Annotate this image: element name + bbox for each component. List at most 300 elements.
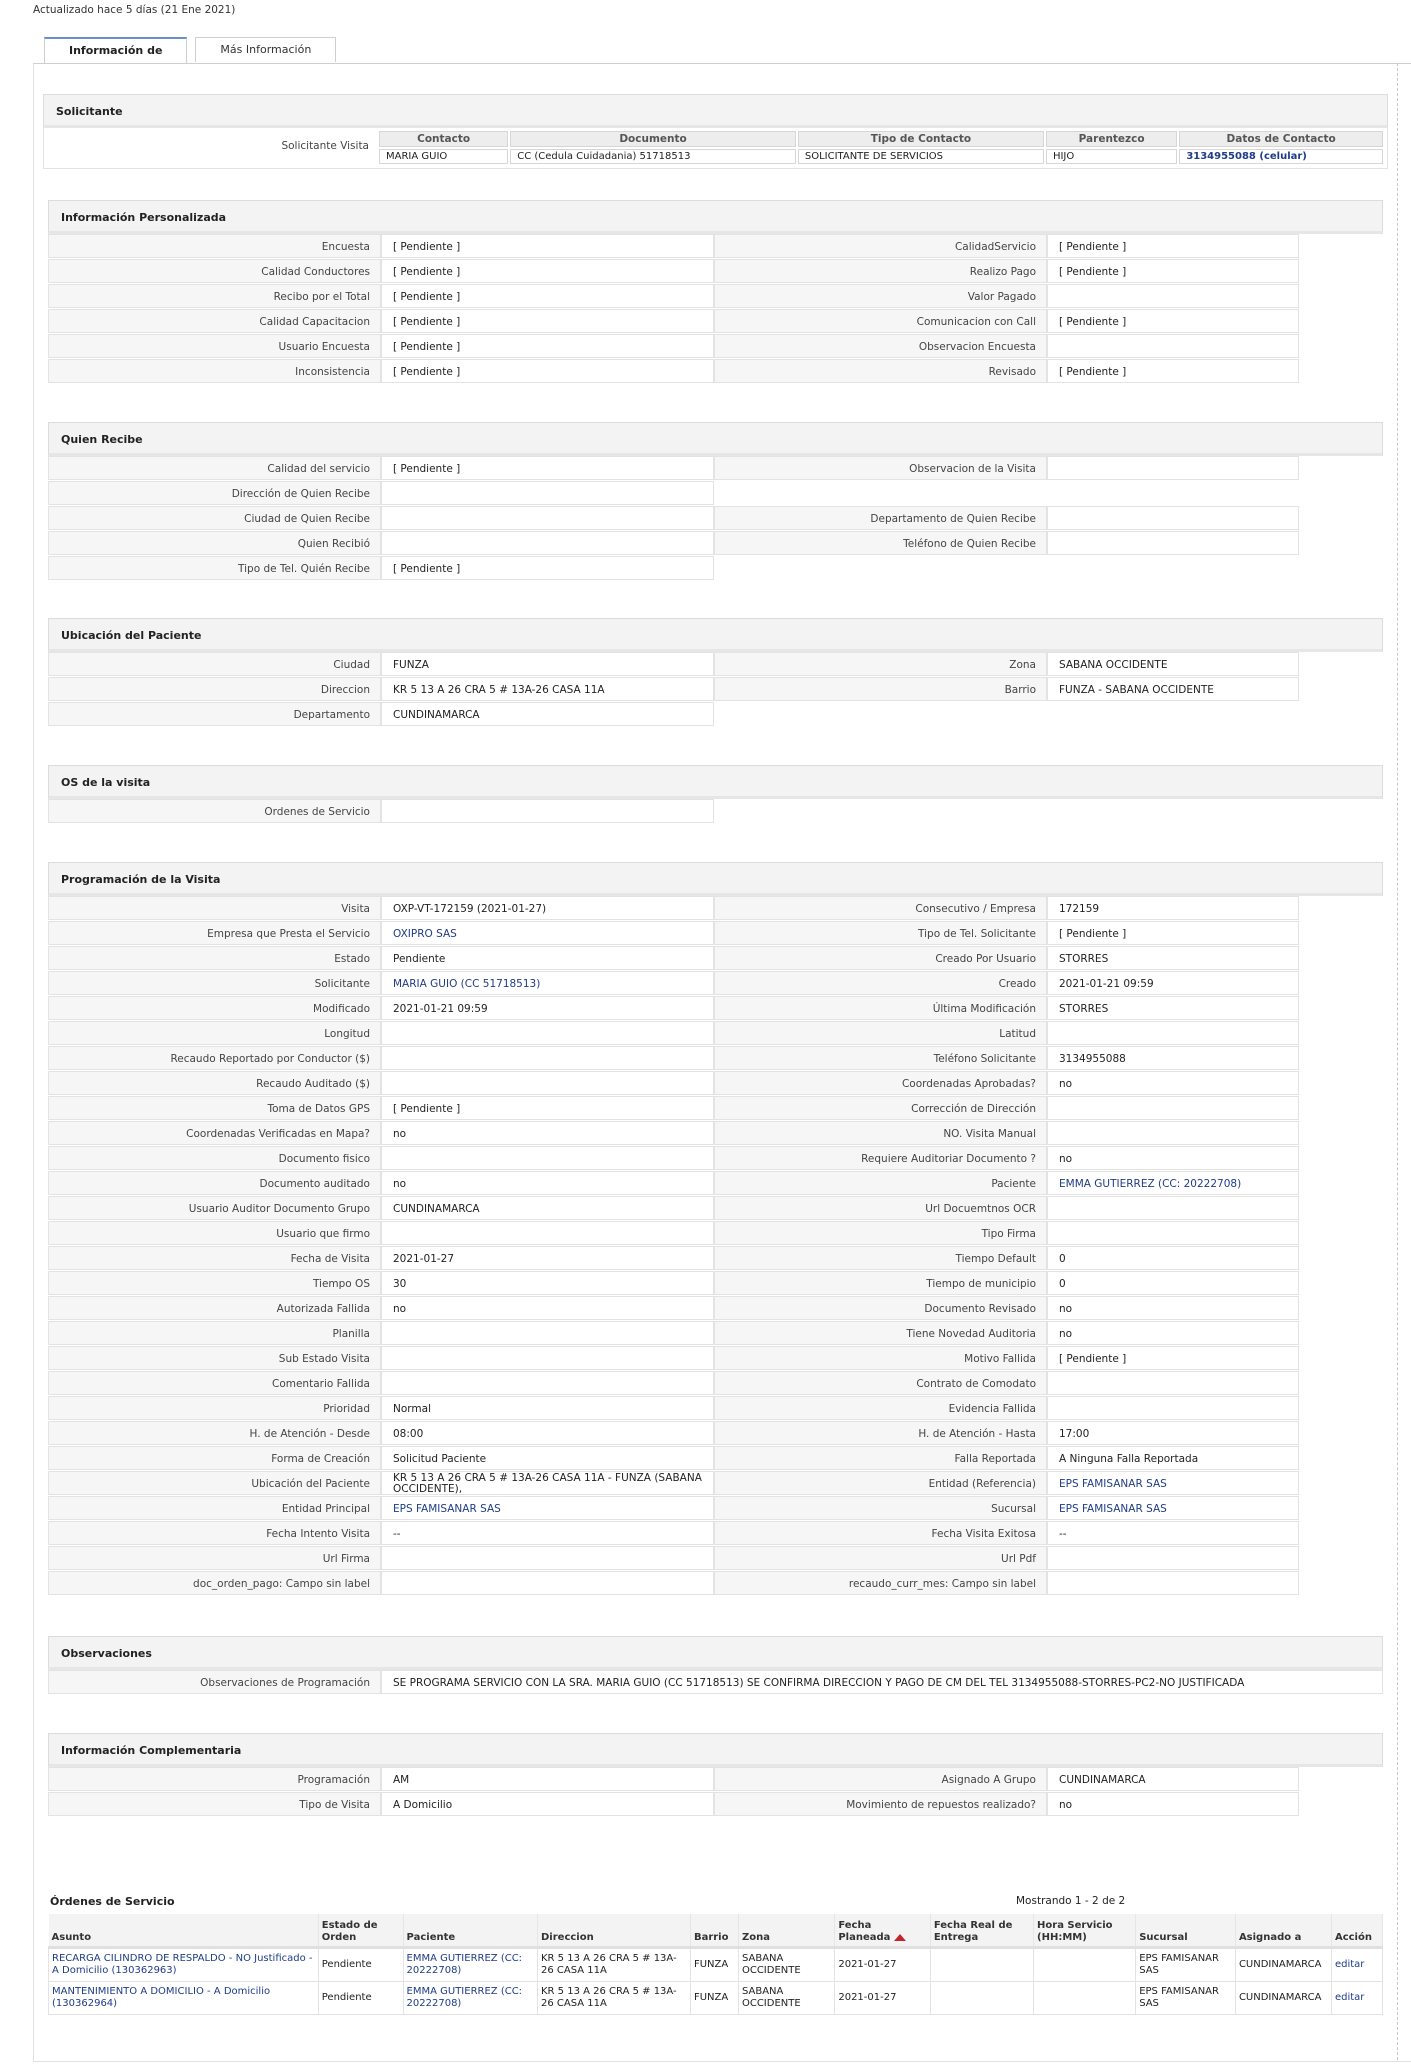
field-value-movimiento-de-repuestos-realizado: no [1047,1792,1299,1816]
field-label: Usuario Auditor Documento Grupo [48,1196,381,1220]
field-label: Valor Pagado [714,284,1047,308]
field-label: Url Pdf [714,1546,1047,1570]
field-label: Documento fisico [48,1146,381,1170]
field-value-modificado: 2021-01-21 09:59 [381,996,714,1020]
editar-link[interactable]: editar [1331,1982,1382,2015]
field-row [48,1767,1383,1792]
col-header-label: Acción [1334,1932,1372,1943]
field-label: Tiempo de municipio [714,1271,1047,1295]
ordenes-table [48,1914,1383,2015]
field-label: Ordenes de Servicio [48,799,381,823]
field-label: Planilla [48,1321,381,1345]
field-label: Documento Revisado [714,1296,1047,1320]
ordenes-title: Órdenes de Servicio [50,1895,175,1908]
field-label: Sucursal [714,1496,1047,1520]
field-value-planilla [381,1321,714,1345]
field-row [48,506,1383,531]
field-label: Comunicacion con Call [714,309,1047,333]
field-value-recibo-por-el-total: [ Pendiente ] [381,284,714,308]
col-header-label: Sucursal [1139,1932,1188,1943]
field-value-ordenes-de-servicio [381,799,714,823]
panel-divider [1397,63,1398,2060]
section-quien-recibe [48,422,1383,581]
col-header: Datos de Contacto [1179,131,1383,147]
field-value-falla-reportada: A Ninguna Falla Reportada [1047,1446,1299,1470]
field-label: Creado [714,971,1047,995]
col-header-label: Hora Servicio (HH:MM) [1037,1920,1113,1943]
field-row [48,1421,1383,1446]
asunto-link[interactable]: MANTENIMIENTO A DOMICILIO - A Domicilio (130362964) [49,1982,319,2015]
col-header-barrio [690,1914,738,1948]
col-header: Documento [510,131,796,147]
field-label: Observacion de la Visita [714,456,1047,480]
field-value-zona: SABANA OCCIDENTE [1047,652,1299,676]
field-label: Direccion [48,677,381,701]
field-label: Ubicación del Paciente [48,1471,381,1495]
field-label: Recaudo Reportado por Conductor ($) [48,1046,381,1070]
field-label: Tipo de Tel. Quién Recibe [48,556,381,580]
field-value-tiempo-de-municipio: 0 [1047,1271,1299,1295]
table-cell: EPS FAMISANAR SAS [1136,1982,1236,2015]
field-value-calidad-conductores: [ Pendiente ] [381,259,714,283]
contact-data: 3134955088 (celular) [1179,149,1383,164]
section-title: OS de la visita [48,765,1383,799]
field-row [48,652,1383,677]
field-value-telefono-de-quien-recibe [1047,531,1299,555]
field-label: Longitud [48,1021,381,1045]
tab-informacion[interactable]: Información de [44,37,187,64]
field-value-asignado-a-grupo: CUNDINAMARCA [1047,1767,1299,1791]
empty-cell [714,481,1047,505]
field-label: Teléfono Solicitante [714,1046,1047,1070]
field-label: Estado [48,946,381,970]
section-complementaria [48,1733,1383,1817]
contact-relation: HIJO [1046,149,1177,164]
field-label: Recaudo Auditado ($) [48,1071,381,1095]
field-label: Comentario Fallida [48,1371,381,1395]
field-label: Evidencia Fallida [714,1396,1047,1420]
table-cell: 2021-01-27 [835,1948,931,1982]
field-row [48,1346,1383,1371]
empty-cell [1047,481,1299,505]
field-value-observacion-encuesta [1047,334,1299,358]
col-header-fecha-real-de-entrega [930,1914,1033,1948]
field-label: Entidad Principal [48,1496,381,1520]
field-label: H. de Atención - Hasta [714,1421,1047,1445]
field-row [48,1246,1383,1271]
table-cell: 2021-01-27 [835,1982,931,2015]
table-row [49,1982,1383,2015]
section-info-personalizada [48,200,1383,384]
field-value-empresa-que-presta-el-servicio[interactable]: OXIPRO SAS [381,921,714,945]
field-value-motivo-fallida: [ Pendiente ] [1047,1346,1299,1370]
col-header-label: Asignado a [1238,1932,1302,1943]
field-label: Última Modificación [714,996,1047,1020]
field-value-tipo-firma [1047,1221,1299,1245]
col-header-label: Estado de Orden [321,1920,378,1943]
section-ubicacion [48,618,1383,727]
field-value-coordenadas-verificadas-en-mapa: no [381,1121,714,1145]
contact-table [377,129,1385,166]
field-row [48,702,1383,727]
field-label: Encuesta [48,234,381,258]
field-label: Solicitante [48,971,381,995]
field-row [48,996,1383,1021]
field-label: Consecutivo / Empresa [714,896,1047,920]
field-value-correccion-de-direccion [1047,1096,1299,1120]
field-label: doc_orden_pago: Campo sin label [48,1571,381,1595]
field-label: Departamento de Quien Recibe [714,506,1047,530]
field-label: Tiempo OS [48,1271,381,1295]
field-row [48,556,1383,581]
field-row [48,334,1383,359]
contact-type: SOLICITANTE DE SERVICIOS [798,149,1044,164]
section-observaciones [48,1636,1383,1695]
field-value-requiere-auditoriar-documento: no [1047,1146,1299,1170]
col-header-label: Fecha Real de Entrega [933,1920,1013,1943]
field-label: Calidad Conductores [48,259,381,283]
field-label: Recibo por el Total [48,284,381,308]
field-row [48,1371,1383,1396]
section-title: Solicitante [43,94,1388,128]
field-value-paciente[interactable]: EMMA GUTIERREZ (CC: 20222708) [1047,1171,1299,1195]
field-row [48,1046,1383,1071]
col-header-direccion [538,1914,691,1948]
field-value-coordenadas-aprobadas: no [1047,1071,1299,1095]
observaciones-value: SE PROGRAMA SERVICIO CON LA SRA. MARIA GUIO (CC 51718513) SE CONFIRMA DIRECCION Y PAGO DE CM DEL TEL 3134955088-STORRES-PC2-NO JUSTIFICADA [381,1670,1383,1694]
field-label: Contrato de Comodato [714,1371,1047,1395]
field-label: Coordenadas Verificadas en Mapa? [48,1121,381,1145]
field-value-documento-auditado: no [381,1171,714,1195]
field-label: CalidadServicio [714,234,1047,258]
field-value-consecutivo-empresa: 172159 [1047,896,1299,920]
section-programacion [48,862,1383,1596]
field-value-recaudo-reportado-por-conductor [381,1046,714,1070]
table-cell: Pendiente [318,1982,403,2015]
col-header-estado-de-orden [318,1914,403,1948]
field-value-sub-estado-visita [381,1346,714,1370]
field-value-fecha-de-visita: 2021-01-27 [381,1246,714,1270]
field-label: Coordenadas Aprobadas? [714,1071,1047,1095]
field-label: Empresa que Presta el Servicio [48,921,381,945]
field-value-telefono-solicitante: 3134955088 [1047,1046,1299,1070]
field-value-contrato-de-comodato [1047,1371,1299,1395]
asunto-link[interactable]: RECARGA CILINDRO DE RESPALDO - NO Justificado - A Domicilio (130362963) [49,1948,319,1982]
field-row [48,1471,1383,1496]
field-value-recaudo-auditado [381,1071,714,1095]
col-header: Contacto [379,131,508,147]
field-row [48,1146,1383,1171]
field-row [48,1396,1383,1421]
field-label: Sub Estado Visita [48,1346,381,1370]
field-label: Teléfono de Quien Recibe [714,531,1047,555]
col-header-sucursal [1136,1914,1236,1948]
field-value-solicitante[interactable]: MARIA GUIO (CC 51718513) [381,971,714,995]
contact-name: MARIA GUIO [379,149,508,164]
field-label: Modificado [48,996,381,1020]
col-header-label: Barrio [693,1932,729,1943]
field-value-documento-fisico [381,1146,714,1170]
field-row [48,1446,1383,1471]
field-value-prioridad: Normal [381,1396,714,1420]
field-value-tiempo-default: 0 [1047,1246,1299,1270]
field-row [48,531,1383,556]
field-value-longitud [381,1021,714,1045]
table-cell [1034,1948,1136,1982]
field-value-departamento: CUNDINAMARCA [381,702,714,726]
field-label: NO. Visita Manual [714,1121,1047,1145]
field-value-creado-por-usuario: STORRES [1047,946,1299,970]
ordenes-count: Mostrando 1 - 2 de 2 [1016,1895,1126,1907]
field-label: Solicitante Visita [281,140,369,152]
field-value-h-de-atencion-desde: 08:00 [381,1421,714,1445]
tab-mas-informacion[interactable]: Más Información [195,37,336,62]
field-value-usuario-encuesta: [ Pendiente ] [381,334,714,358]
col-header-paciente [403,1914,537,1948]
field-label: Url Docuemtnos OCR [714,1196,1047,1220]
field-label: Observaciones de Programación [48,1670,381,1694]
table-cell [930,1982,1033,2015]
table-cell: Pendiente [318,1948,403,1982]
field-value-entidad-referencia[interactable]: EPS FAMISANAR SAS [1047,1471,1299,1495]
field-value-visita: OXP-VT-172159 (2021-01-27) [381,896,714,920]
field-value-sucursal[interactable]: EPS FAMISANAR SAS [1047,1496,1299,1520]
table-cell: CUNDINAMARCA [1235,1982,1331,2015]
col-header-zona [738,1914,834,1948]
field-label: Programación [48,1767,381,1791]
field-label: Tipo de Visita [48,1792,381,1816]
field-label: Toma de Datos GPS [48,1096,381,1120]
empty-cell [1047,556,1299,580]
field-value-departamento-de-quien-recibe [1047,506,1299,530]
table-cell: SABANA OCCIDENTE [738,1948,834,1982]
field-value-tipo-de-tel-solicitante: [ Pendiente ] [1047,921,1299,945]
field-value-ciudad-de-quien-recibe [381,506,714,530]
field-label: Url Firma [48,1546,381,1570]
field-label: Barrio [714,677,1047,701]
field-row [48,921,1383,946]
table-cell: KR 5 13 A 26 CRA 5 # 13A-26 CASA 11A [538,1948,691,1982]
field-value-ciudad: FUNZA [381,652,714,676]
field-label: Documento auditado [48,1171,381,1195]
table-cell: KR 5 13 A 26 CRA 5 # 13A-26 CASA 11A [538,1982,691,2015]
field-row [48,1546,1383,1571]
field-label: H. de Atención - Desde [48,1421,381,1445]
field-value-tipo-de-tel-quien-recibe: [ Pendiente ] [381,556,714,580]
field-label: Paciente [714,1171,1047,1195]
field-row [48,284,1383,309]
field-label: Departamento [48,702,381,726]
section-title: Información Personalizada [48,200,1383,234]
table-cell: FUNZA [690,1982,738,2015]
table-cell: EPS FAMISANAR SAS [1136,1948,1236,1982]
col-header-label: Direccion [541,1932,594,1943]
paciente-link[interactable]: EMMA GUTIERREZ (CC: 20222708) [403,1982,537,2015]
contact-document: CC (Cedula Cuidadania) 51718513 [510,149,796,164]
table-cell: CUNDINAMARCA [1235,1948,1331,1982]
field-value-programacion: AM [381,1767,714,1791]
section-solicitante [43,94,1388,169]
field-value-calidad-capacitacion: [ Pendiente ] [381,309,714,333]
field-value-url-pdf [1047,1546,1299,1570]
section-title: Observaciones [48,1636,1383,1670]
field-row [48,234,1383,259]
field-value-encuesta: [ Pendiente ] [381,234,714,258]
field-label: Quien Recibió [48,531,381,555]
empty-cell [714,556,1047,580]
field-value-entidad-principal[interactable]: EPS FAMISANAR SAS [381,1496,714,1520]
field-label: Entidad (Referencia) [714,1471,1047,1495]
field-label: Asignado A Grupo [714,1767,1047,1791]
field-value-tiene-novedad-auditoria: no [1047,1321,1299,1345]
field-value-no-visita-manual [1047,1121,1299,1145]
field-value-fecha-visita-exitosa: -- [1047,1521,1299,1545]
col-header-label: Asunto [51,1932,92,1943]
field-value-realizo-pago: [ Pendiente ] [1047,259,1299,283]
field-label: Latitud [714,1021,1047,1045]
field-row [48,1171,1383,1196]
field-value-revisado: [ Pendiente ] [1047,359,1299,383]
sort-ascending-icon[interactable] [894,1934,906,1941]
field-value-tipo-de-visita: A Domicilio [381,1792,714,1816]
field-value-h-de-atencion-hasta: 17:00 [1047,1421,1299,1445]
tab-bar [44,37,336,63]
field-label: Observacion Encuesta [714,334,1047,358]
field-row [48,456,1383,481]
field-label: recaudo_curr_mes: Campo sin label [714,1571,1047,1595]
field-value-evidencia-fallida [1047,1396,1299,1420]
field-label: Prioridad [48,1396,381,1420]
field-label: Tiempo Default [714,1246,1047,1270]
field-value-calidad-del-servicio: [ Pendiente ] [381,456,714,480]
field-label: Creado Por Usuario [714,946,1047,970]
field-value-autorizada-fallida: no [381,1296,714,1320]
field-row [48,1271,1383,1296]
field-label: Ciudad de Quien Recibe [48,506,381,530]
col-header-accion [1331,1914,1382,1948]
field-label: Calidad Capacitacion [48,309,381,333]
field-value-comentario-fallida [381,1371,714,1395]
field-value-observacion-de-la-visita [1047,456,1299,480]
field-label: Zona [714,652,1047,676]
field-row [48,946,1383,971]
field-value-inconsistencia: [ Pendiente ] [381,359,714,383]
table-cell: FUNZA [690,1948,738,1982]
col-header-label: Fecha Planeada [838,1920,891,1943]
field-value-barrio: FUNZA - SABANA OCCIDENTE [1047,677,1299,701]
field-value-usuario-que-firmo [381,1221,714,1245]
table-row [49,1948,1383,1982]
field-row [48,1321,1383,1346]
field-value-url-docuemtnos-ocr [1047,1196,1299,1220]
section-os-visita [48,765,1383,824]
field-row [48,1496,1383,1521]
col-header-asunto [49,1914,319,1948]
field-row [48,309,1383,334]
col-header-fecha-planeada[interactable] [835,1914,931,1948]
field-row [48,799,1383,824]
col-header: Parentezco [1046,131,1177,147]
field-label: Realizo Pago [714,259,1047,283]
empty-cell [1047,702,1299,726]
updated-text: Actualizado hace 5 días (21 Ene 2021) [33,4,236,16]
field-value-fecha-intento-visita: -- [381,1521,714,1545]
table-cell [930,1948,1033,1982]
field-value-estado: Pendiente [381,946,714,970]
field-row [48,896,1383,921]
field-value-doc-orden-pago-campo-sin-label [381,1571,714,1595]
field-value-creado: 2021-01-21 09:59 [1047,971,1299,995]
field-value-valor-pagado [1047,284,1299,308]
field-row [48,1221,1383,1246]
field-row [48,481,1383,506]
empty-cell [714,799,1047,823]
field-label: Motivo Fallida [714,1346,1047,1370]
field-label: Requiere Auditoriar Documento ? [714,1146,1047,1170]
section-title: Quien Recibe [48,422,1383,456]
field-row [48,1521,1383,1546]
col-header-hora-servicio-hh-mm [1034,1914,1136,1948]
field-value-direccion-de-quien-recibe [381,481,714,505]
table-cell [1034,1982,1136,2015]
section-title: Ubicación del Paciente [48,618,1383,652]
field-value-url-firma [381,1546,714,1570]
field-row [48,1571,1383,1596]
paciente-link[interactable]: EMMA GUTIERREZ (CC: 20222708) [403,1948,537,1982]
field-row [48,1021,1383,1046]
field-value-quien-recibio [381,531,714,555]
field-label: Fecha de Visita [48,1246,381,1270]
field-row [48,1296,1383,1321]
field-row [48,359,1383,384]
field-label: Forma de Creación [48,1446,381,1470]
field-label: Fecha Intento Visita [48,1521,381,1545]
section-title: Información Complementaria [48,1733,1383,1767]
field-row [48,1196,1383,1221]
col-header-asignado-a [1235,1914,1331,1948]
field-label: Movimiento de repuestos realizado? [714,1792,1047,1816]
field-label: Ciudad [48,652,381,676]
editar-link[interactable]: editar [1331,1948,1382,1982]
field-label: Visita [48,896,381,920]
col-header: Tipo de Contacto [798,131,1044,147]
col-header-label: Paciente [406,1932,456,1943]
field-row [48,971,1383,996]
field-row [48,259,1383,284]
field-value-tiempo-os: 30 [381,1271,714,1295]
field-value-direccion: KR 5 13 A 26 CRA 5 # 13A-26 CASA 11A [381,677,714,701]
field-value-calidadservicio: [ Pendiente ] [1047,234,1299,258]
empty-cell [1047,799,1299,823]
field-value-latitud [1047,1021,1299,1045]
field-value-ultima-modificacion: STORRES [1047,996,1299,1020]
field-row [48,1792,1383,1817]
field-label: Falla Reportada [714,1446,1047,1470]
field-value-recaudo-curr-mes-campo-sin-label [1047,1571,1299,1595]
field-label: Autorizada Fallida [48,1296,381,1320]
field-row [48,1121,1383,1146]
field-label: Revisado [714,359,1047,383]
field-value-toma-de-datos-gps: [ Pendiente ] [381,1096,714,1120]
field-row [48,1096,1383,1121]
table-cell: SABANA OCCIDENTE [738,1982,834,2015]
field-value-documento-revisado: no [1047,1296,1299,1320]
field-label: Tipo Firma [714,1221,1047,1245]
field-label: Corrección de Dirección [714,1096,1047,1120]
field-label: Usuario que firmo [48,1221,381,1245]
field-value-forma-de-creacion: Solicitud Paciente [381,1446,714,1470]
field-value-ubicacion-del-paciente: KR 5 13 A 26 CRA 5 # 13A-26 CASA 11A - FUNZA (SABANA OCCIDENTE), [381,1471,714,1495]
